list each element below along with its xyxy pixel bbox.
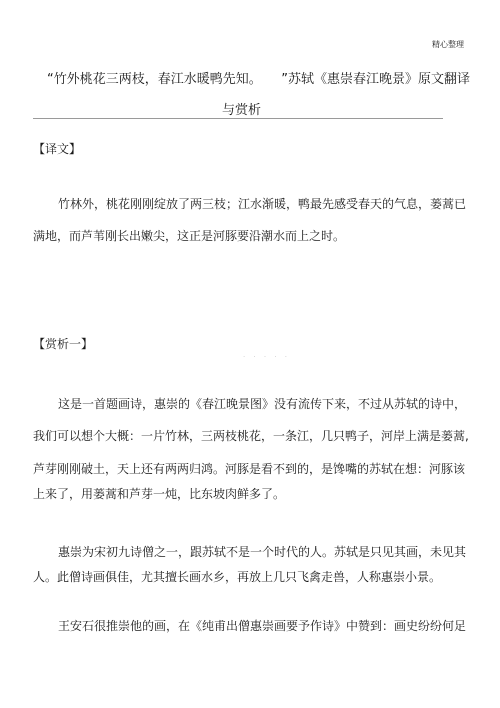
analysis-paragraph-line: 我们可以想个大概：一片竹林，三两枝桃花，一条江，几只鸭子，河岸上满是蒌蒿, — [33, 429, 469, 443]
translation-line: 满地，而芦苇刚长出嫩尖，这正是河豚要沿潮水而上之时。 — [33, 229, 346, 243]
analysis-paragraph-line: 惠崇为宋初九诗僧之一，跟苏轼不是一个时代的人。苏轼是只见其画，未见其 — [58, 545, 467, 559]
scan-artifact-dots: · · · · · — [243, 353, 291, 361]
header-tag: 精心整理 — [432, 40, 464, 49]
translation-line: 竹林外，桃花刚刚绽放了两三枝；江水渐暖，鸭最先感受春天的气息，蒌蒿已 — [58, 197, 467, 211]
analysis-paragraph-line: 人。此僧诗画俱佳，尤其擅长画水乡，再放上几只飞禽走兽，人称惠崇小景。 — [33, 570, 442, 584]
page-title-line-1: “竹外桃花三两枝，春江水暖鸭先知。 ”苏轼《惠崇春江晚景》原文翻译 — [47, 72, 470, 87]
analysis-paragraph-line: 这是一首题画诗，惠崇的《春江晚景图》没有流传下来，不过从苏轼的诗中， — [58, 397, 467, 411]
title-divider — [33, 118, 443, 119]
analysis-paragraph-line: 王安石很推崇他的画，在《纯甫出僧惠崇画要予作诗》中赞到：画史纷纷何足 — [58, 619, 467, 633]
analysis-paragraph-line: 上来了，用蒌蒿和芦芽一炖，比东坡肉鲜多了。 — [33, 487, 286, 501]
analysis-paragraph-line: 芦芽刚刚破土，天上还有两两归鸿。河豚是看不到的，是馋嘴的苏轼在想：河豚该 — [33, 462, 466, 476]
translation-heading: 【译文】 — [33, 142, 82, 156]
analysis-one-heading: 【赏析一】 — [33, 337, 94, 351]
page-title-line-2: 与赏析 — [222, 103, 262, 118]
